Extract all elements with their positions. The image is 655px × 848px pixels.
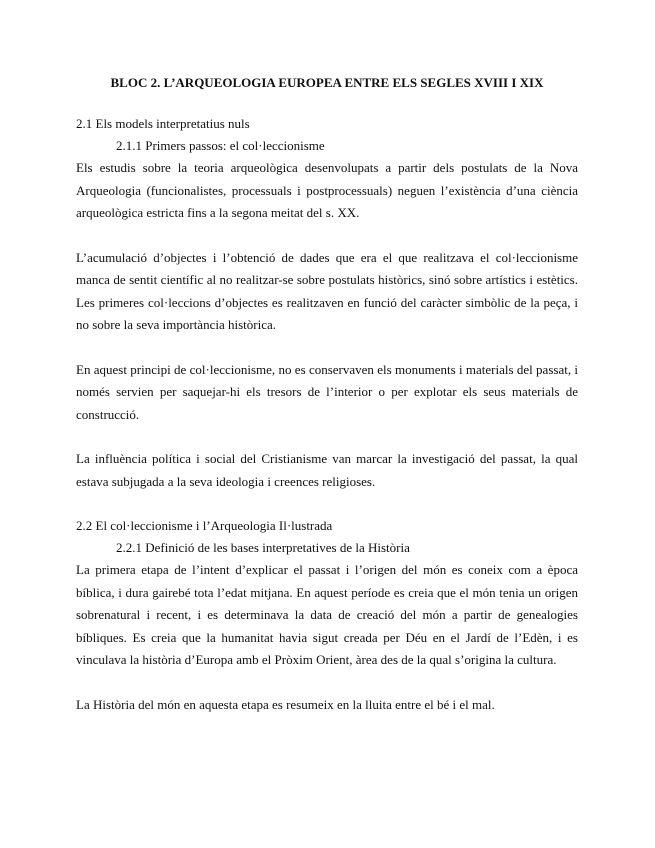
subsection-heading: 2.1.1 Primers passos: el col·leccionisme bbox=[116, 138, 325, 153]
subsection-heading: 2.2.1 Definició de les bases interpretatives de la Història bbox=[116, 540, 410, 555]
section-heading: 2.2 El col·leccionisme i l’Arqueologia Il·lustrada bbox=[76, 518, 333, 533]
section-2-2 bbox=[76, 515, 578, 716]
paragraph: L’acumulació d’objectes i l’obtenció de dades que era el que realitzava el col·leccionisme manca de sentit científic al no realitzar-se sobre postulats històrics, sinó sobre artístics i estètics. Les primeres col·leccions d’objectes es realitzaven en funció del caràcter simbòlic de la peça, i no sobre la seva importància històrica. bbox=[76, 249, 578, 332]
section-heading: 2.1 Els models interpretatius nuls bbox=[76, 116, 250, 131]
paragraph: La Història del món en aquesta etapa es resumeix en la lluita entre el bé i el mal. bbox=[76, 696, 495, 712]
document-title: BLOC 2. L’ARQUEOLOGIA EUROPEA ENTRE ELS SEGLES XVIII I XIX bbox=[110, 75, 544, 90]
section-2-1 bbox=[76, 113, 578, 493]
paragraph: En aquest principi de col·leccionisme, no es conservaven els monuments i materials del passat, i només servien per saquejar-hi els tresors de l’interior o per explotar els seus materials de construcció. bbox=[76, 361, 578, 422]
paragraph: La primera etapa de l’intent d’explicar el passat i l’origen del món es coneix com a època bíblica, i dura gairebé tota l’edat mitjana. En aquest període es creia que el món tenia un origen sobrenatural i recent, i es determinava la data de creació del món a partir de genealogies bíbliques. Es creia que la humanitat havia sigut creada per Déu en el Jardí de l’Edèn, i es vinculava la història d’Europa amb el Pròxim Orient, àrea des de la qual s’origina la cultura. bbox=[76, 562, 578, 667]
document-page bbox=[76, 72, 578, 738]
paragraph: La influència política i social del Cristianisme van marcar la investigació del passat, la qual estava subjugada a la seva ideologia i creences religioses. bbox=[76, 451, 578, 489]
paragraph: Els estudis sobre la teoria arqueològica desenvolupats a partir dels postulats de la Nova Arqueologia (funcionalistes, processuals i postprocessuals) neguen l’existència d’una ciència arqueològica estricta fins a la segona meitat del s. XX. bbox=[76, 160, 578, 220]
